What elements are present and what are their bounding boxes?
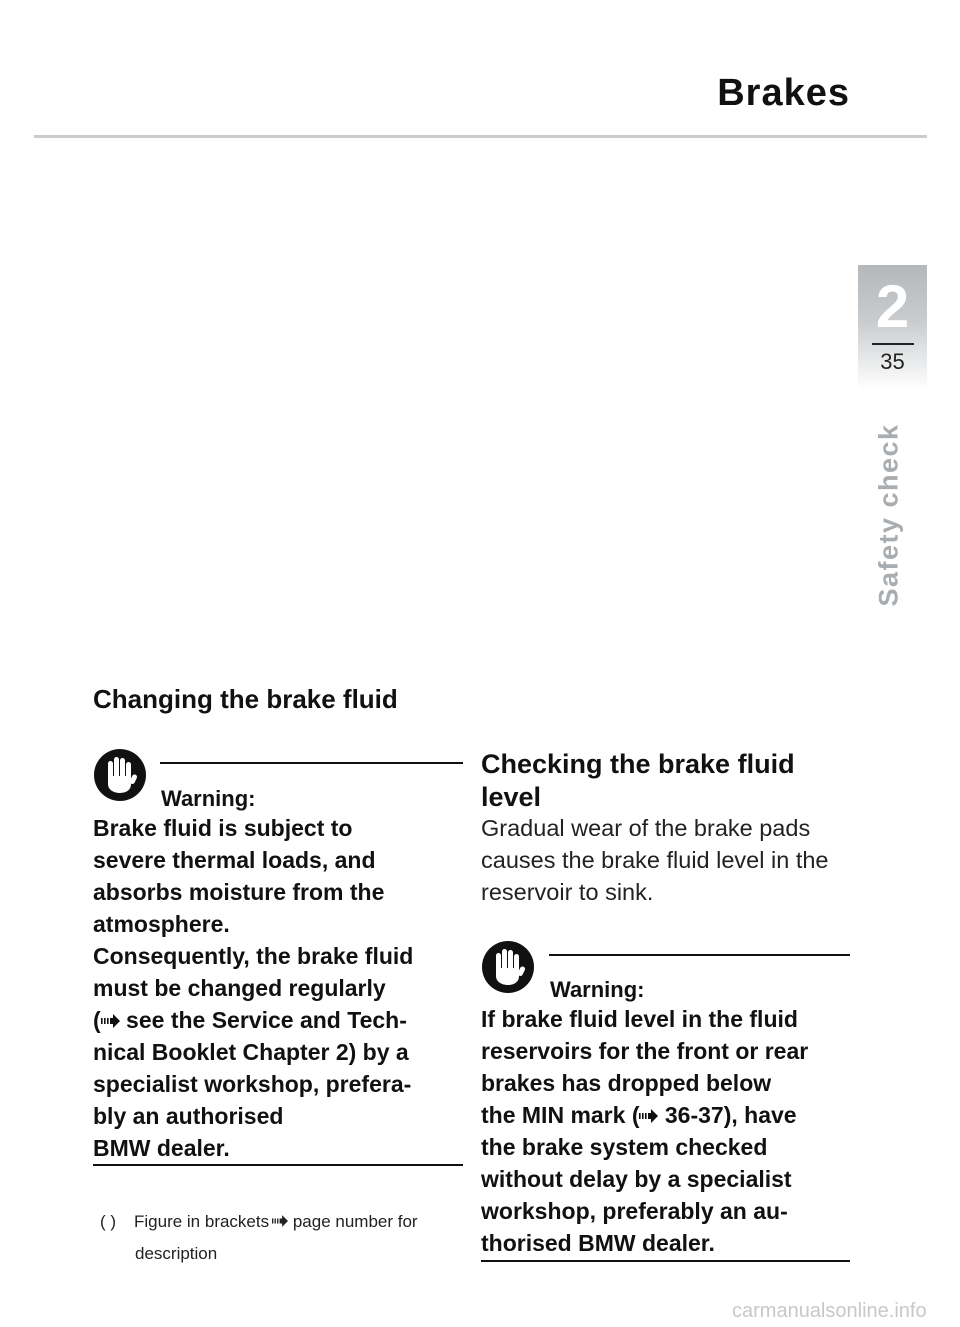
warning-line: thorised BMW dealer.: [481, 1230, 715, 1256]
section-label: Safety check: [873, 423, 904, 607]
watermark: carmanualsonline.info: [732, 1300, 927, 1322]
warning-line: reservoirs for the front or rear: [481, 1038, 809, 1064]
hand-stop-icon: [93, 748, 147, 802]
warning-line: If brake fluid level in the fluid: [481, 1006, 798, 1032]
footnote-description: description: [135, 1244, 218, 1263]
footnote-text-after: page number for: [288, 1212, 418, 1231]
warning-bottom-rule: [93, 1164, 463, 1166]
warning-line: the brake system checked: [481, 1134, 768, 1160]
warning-line: bly an authorised: [93, 1103, 284, 1129]
warning-line: BMW dealer.: [93, 1135, 230, 1161]
warning-line: must be changed regularly: [93, 975, 386, 1001]
warning-line: absorbs moisture from the: [93, 879, 385, 905]
warning-line: atmosphere.: [93, 911, 230, 937]
section-heading-changing-fluid: Changing the brake fluid: [93, 684, 398, 714]
open-paren: (: [93, 1007, 101, 1033]
section-heading-checking-level: Checking the brake fluid level: [481, 749, 795, 812]
footnote-paren: ( ): [100, 1212, 117, 1231]
warning-line-pre: the MIN mark (: [481, 1102, 640, 1128]
body-paragraph: Gradual wear of the brake pads causes the brake fluid level in the reservoir to sink.: [481, 815, 829, 905]
hand-stop-icon: [481, 940, 535, 994]
warning-label: Warning:: [550, 977, 645, 1002]
warning-line: Consequently, the brake fluid: [93, 943, 414, 969]
warning-line: [481, 1099, 861, 1131]
warning-text: [93, 812, 473, 1164]
arrow-right-icon: [272, 1206, 288, 1218]
warning-line: workshop, preferably an au-: [481, 1198, 788, 1224]
chapter-tab: [858, 265, 927, 390]
arrow-right-icon: [101, 1004, 120, 1018]
warning-top-rule: [549, 954, 850, 956]
warning-line-post: 36-37), have: [658, 1102, 797, 1128]
page-number: 35: [880, 349, 905, 374]
warning-line: specialist workshop, prefera-: [93, 1071, 412, 1097]
warning-line: without delay by a specialist: [481, 1166, 792, 1192]
warning-line: [93, 1004, 473, 1036]
warning-top-rule: [160, 762, 463, 764]
warning-line: severe thermal loads, and: [93, 847, 376, 873]
footnote: [100, 1206, 470, 1270]
reference-text: see the Service and Tech-: [119, 1007, 407, 1033]
header-divider: [34, 135, 927, 138]
warning-line: Brake fluid is subject to: [93, 815, 353, 841]
footnote-text: Figure in brackets: [134, 1212, 270, 1231]
warning-bottom-rule: [481, 1260, 850, 1262]
warning-label: Warning:: [161, 786, 256, 811]
chapter-divider: [872, 343, 914, 345]
warning-line: brakes has dropped below: [481, 1070, 772, 1096]
warning-line: nical Booklet Chapter 2) by a: [93, 1039, 409, 1065]
chapter-number: 2: [875, 273, 910, 340]
warning-text: [481, 1003, 861, 1259]
page-title: Brakes: [717, 72, 850, 114]
arrow-right-icon: [639, 1099, 658, 1113]
